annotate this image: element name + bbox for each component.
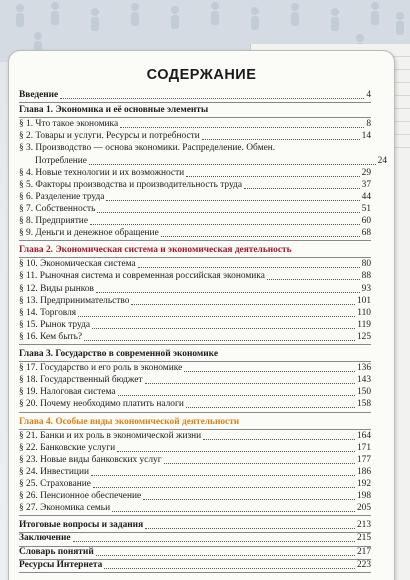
leader-dots <box>89 164 376 165</box>
toc-page-number: 93 <box>361 283 371 294</box>
toc-entry-title: § 1. Что такое экономика <box>19 119 119 130</box>
divider <box>19 515 371 516</box>
leader-dots <box>90 224 360 225</box>
leader-dots <box>92 328 355 329</box>
leader-dots <box>97 212 359 213</box>
toc-entry[interactable] <box>19 271 371 282</box>
toc-entry-title: § 11. Рыночная система и современная российская экономика <box>19 271 265 282</box>
page-title: СОДЕРЖАНИЕ <box>146 67 257 83</box>
leader-dots <box>84 340 355 341</box>
toc-page-number: 125 <box>356 331 371 342</box>
toc-entry[interactable] <box>19 119 371 130</box>
toc-entry-title: § 21. Банки и их роль в экономической жизни <box>19 430 202 441</box>
toc-page-number: 29 <box>361 167 371 178</box>
toc-entry-title: Итоговые вопросы и задания <box>19 520 144 531</box>
toc-entry-title: § 15. Рынок труда <box>19 319 91 330</box>
toc-entry-title: § 3. Производство — основа экономики. Распределение. Обмен. <box>19 143 276 154</box>
toc-page-number: 4 <box>366 90 371 100</box>
toc-entry-title: Заключение <box>19 533 71 544</box>
leader-dots <box>96 292 360 293</box>
divider <box>19 117 371 118</box>
toc-page-number: 192 <box>356 479 371 489</box>
toc-page-number: 213 <box>356 520 371 531</box>
toc-entry-title: Введение <box>19 90 59 100</box>
toc-entry-title: § 4. Новые технологии и их возможности <box>19 167 185 178</box>
toc-page-number: 215 <box>356 533 371 544</box>
toc-page-number: 186 <box>356 466 371 477</box>
leader-dots <box>138 267 360 268</box>
toc-entry-intro[interactable] <box>19 90 371 101</box>
toc-entry-title: § 17. Государство и его роль в экономике <box>19 363 183 374</box>
toc-entry-title: § 26. Пенсионное обеспечение <box>19 491 142 502</box>
toc-entry[interactable] <box>19 467 371 478</box>
toc-entry-title: § 22. Банковские услуги <box>19 442 116 453</box>
toc-page-number: 158 <box>356 399 371 410</box>
toc-entry[interactable] <box>19 332 371 343</box>
divider <box>19 412 371 413</box>
toc-entry-back-matter[interactable] <box>19 520 371 531</box>
toc-page-number: 44 <box>361 191 371 202</box>
toc-entry[interactable] <box>19 143 371 154</box>
toc-entry-title: § 6. Разделение труда <box>19 191 105 202</box>
toc-entry-title: § 13. Предпринимательство <box>19 295 130 306</box>
toc-entry-title: Словарь понятий <box>19 546 94 557</box>
toc-page-number: 150 <box>356 387 371 398</box>
toc-entry-title: § 20. Почему необходимо платить налоги <box>19 399 184 410</box>
toc-page-number: 205 <box>356 503 371 514</box>
toc-entry[interactable] <box>19 168 371 179</box>
toc-entry-back-matter[interactable] <box>19 560 371 571</box>
toc-entry[interactable] <box>19 387 371 398</box>
toc-entry[interactable] <box>19 308 371 319</box>
toc-entry-title: § 27. Экономика семьи <box>19 503 111 514</box>
toc-page-number: 101 <box>356 295 371 306</box>
toc-page-number: 223 <box>356 559 371 570</box>
toc-entry[interactable] <box>19 375 371 386</box>
toc-entry[interactable] <box>19 443 371 454</box>
toc-entry[interactable] <box>19 479 371 490</box>
toc-entry[interactable] <box>19 455 371 466</box>
toc-entry-title: § 8. Предприятие <box>19 216 88 226</box>
toc-page-number: 198 <box>356 491 371 502</box>
toc-entry-title: § 25. Страхование <box>19 479 91 489</box>
chapter-heading[interactable]: Глава 1. Экономика и её основные элементы <box>19 105 209 116</box>
toc-entry-title: § 16. Кем быть? <box>19 331 83 342</box>
chapter-heading[interactable]: Глава 3. Государство в современной экономике <box>19 349 219 359</box>
leader-dots <box>78 316 355 317</box>
toc-page-number: 143 <box>356 375 371 386</box>
toc-page-number: 88 <box>361 271 371 282</box>
toc-entry[interactable] <box>19 363 371 374</box>
leader-dots <box>118 395 355 396</box>
toc-entry[interactable] <box>19 491 371 502</box>
divider <box>19 102 371 103</box>
leader-dots <box>143 499 355 500</box>
leader-dots <box>203 439 355 440</box>
toc-entry[interactable] <box>19 156 387 167</box>
toc-page-number: 60 <box>361 216 371 226</box>
toc-entry-title: § 18. Государственный бюджет <box>19 375 143 386</box>
toc-entry[interactable] <box>19 431 371 442</box>
contents-page <box>8 50 395 580</box>
divider <box>19 344 371 345</box>
toc-entry-title: § 9. Деньги и денежное обращение <box>19 228 159 239</box>
leader-dots <box>186 407 355 408</box>
leader-dots <box>184 371 355 372</box>
leader-dots <box>186 176 359 177</box>
toc-entry[interactable] <box>19 284 371 295</box>
toc-page-number: 110 <box>357 307 371 318</box>
toc-entry[interactable] <box>19 204 371 215</box>
toc-entry-title: Ресурсы Интернета <box>19 559 103 570</box>
leader-dots <box>267 279 360 280</box>
leader-dots <box>60 98 364 99</box>
chapter-heading[interactable]: Глава 2. Экономическая система и экономическая деятельность <box>19 245 292 256</box>
leader-dots <box>161 236 360 237</box>
toc-entry-back-matter[interactable] <box>19 547 371 558</box>
toc-page-number: 164 <box>356 430 371 441</box>
toc-page-number: 8 <box>366 119 371 130</box>
toc-entry[interactable] <box>19 131 371 142</box>
toc-page-number: 171 <box>356 442 371 453</box>
toc-page-number: 51 <box>361 203 371 214</box>
toc-entry-title: § 12. Виды рынков <box>19 283 94 294</box>
leader-dots <box>96 555 355 556</box>
leader-dots <box>91 475 355 476</box>
toc-entry-title: § 5. Факторы производства и производительность труда <box>19 179 242 190</box>
toc-entry[interactable] <box>19 399 371 410</box>
toc-page-number: 37 <box>361 179 371 190</box>
toc-entry[interactable] <box>19 320 371 331</box>
divider <box>19 361 371 362</box>
toc-page-number: 14 <box>361 131 371 142</box>
toc-page-number: 68 <box>361 228 371 239</box>
toc-page-number: 136 <box>356 363 371 374</box>
toc-entry-title: § 10. Экономическая система <box>19 259 136 270</box>
toc-entry[interactable] <box>19 296 371 307</box>
divider <box>19 572 371 573</box>
leader-dots <box>131 304 355 305</box>
toc-page-number: 24 <box>377 155 387 166</box>
leader-dots <box>202 139 360 140</box>
leader-dots <box>244 188 360 189</box>
toc-entry-title: Потребление <box>35 155 87 166</box>
toc-entry[interactable] <box>19 503 371 514</box>
leader-dots <box>93 487 355 488</box>
leader-dots <box>73 541 355 542</box>
toc-entry-title: § 2. Товары и услуги. Ресурсы и потребности <box>19 131 200 142</box>
toc-entry-title: § 7. Собственность <box>19 203 96 214</box>
leader-dots <box>117 451 355 452</box>
toc-entry-title: § 19. Налоговая система <box>19 387 116 398</box>
divider <box>19 429 371 430</box>
leader-dots <box>106 200 359 201</box>
toc-entry[interactable] <box>19 180 371 191</box>
toc-entry-back-matter[interactable] <box>19 533 371 544</box>
toc-page-number: 177 <box>356 454 371 465</box>
leader-dots <box>145 528 355 529</box>
toc-entry-title: § 14. Торговля <box>19 307 77 318</box>
toc-page-number: 217 <box>356 546 371 557</box>
toc-page-number: 80 <box>361 259 371 270</box>
toc-entry[interactable] <box>19 228 371 239</box>
divider <box>19 257 371 258</box>
toc-entry[interactable] <box>19 192 371 203</box>
toc-entry[interactable] <box>19 259 371 270</box>
leader-dots <box>120 127 364 128</box>
toc-entry-title: § 23. Новые виды банковских услуг <box>19 454 162 465</box>
divider <box>19 240 371 241</box>
leader-dots <box>164 463 355 464</box>
leader-dots <box>145 383 355 384</box>
toc-entry-title: § 24. Инвестиции <box>19 466 89 477</box>
chapter-heading[interactable]: Глава 4. Особые виды экономической деятельности <box>19 416 240 427</box>
leader-dots <box>104 568 355 569</box>
leader-dots <box>112 511 355 512</box>
toc-page-number: 119 <box>357 319 371 330</box>
toc-entry[interactable] <box>19 216 371 227</box>
